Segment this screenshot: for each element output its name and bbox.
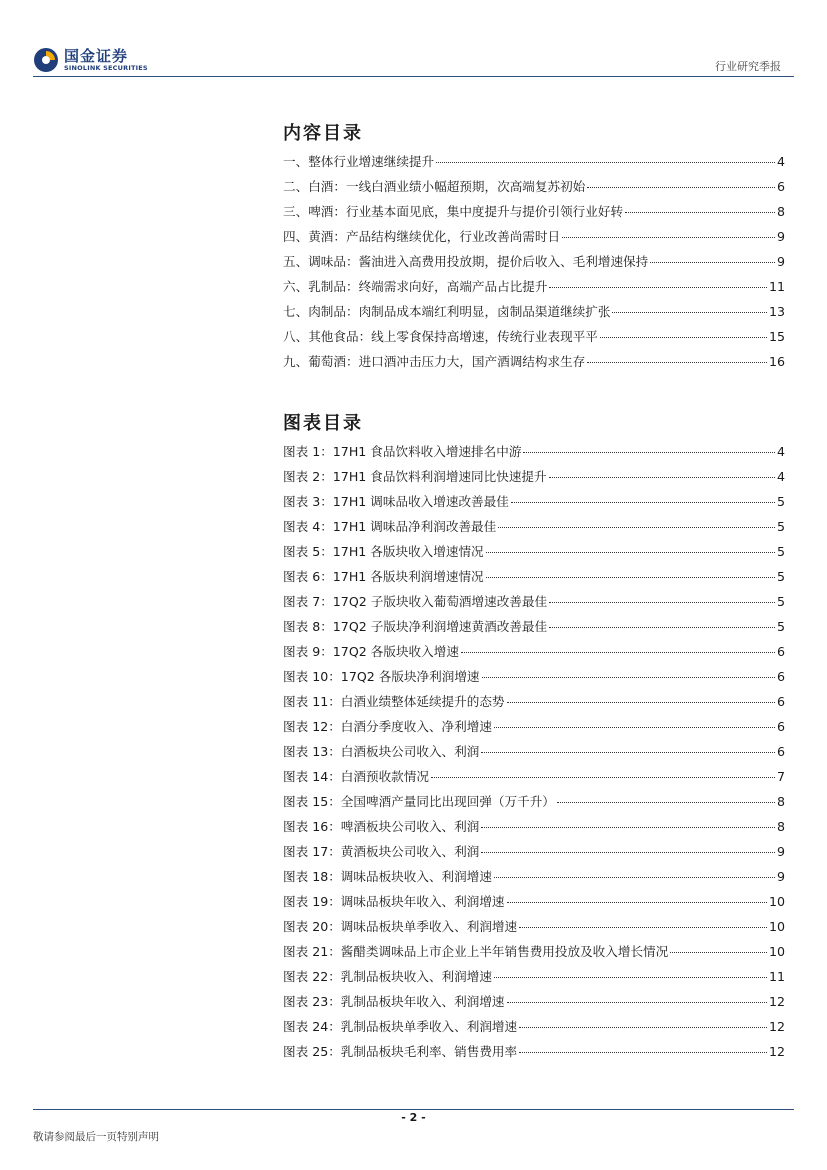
figure-entry[interactable] xyxy=(283,614,785,639)
figure-entry[interactable] xyxy=(283,564,785,589)
contents-entry[interactable] xyxy=(283,274,785,299)
entry-title: 图表 13：白酒板块公司收入、利润 xyxy=(283,744,480,759)
dot-leader xyxy=(498,527,775,528)
entry-title: 图表 11：白酒业绩整体延续提升的态势 xyxy=(283,694,505,709)
entry-page-number: 12 xyxy=(768,1044,785,1059)
entry-title: 三、啤酒：行业基本面见底，集中度提升与提价引领行业好转 xyxy=(283,204,624,219)
entry-title: 图表 15：全国啤酒产量同比出现回弹（万千升） xyxy=(283,794,555,809)
dot-leader xyxy=(519,927,767,928)
entry-title: 图表 21：酱醋类调味品上市企业上半年销售费用投放及收入增长情况 xyxy=(283,944,669,959)
dot-leader xyxy=(670,952,767,953)
dot-leader xyxy=(519,1027,767,1028)
dot-leader xyxy=(523,452,775,453)
figure-entry[interactable] xyxy=(283,914,785,939)
figure-entry[interactable] xyxy=(283,789,785,814)
entry-page-number: 7 xyxy=(776,769,785,784)
contents-entry[interactable] xyxy=(283,199,785,224)
figure-entry[interactable] xyxy=(283,1014,785,1039)
entry-title: 图表 19：调味品板块年收入、利润增速 xyxy=(283,894,505,909)
entry-title: 图表 10：17Q2 各版块净利润增速 xyxy=(283,669,480,684)
entry-title: 七、肉制品：肉制品成本端红利明显，卤制品渠道继续扩张 xyxy=(283,304,611,319)
entry-title: 图表 22：乳制品板块收入、利润增速 xyxy=(283,969,492,984)
contents-entry[interactable] xyxy=(283,224,785,249)
dot-leader xyxy=(507,702,775,703)
entry-title: 图表 6：17H1 各版块利润增速情况 xyxy=(283,569,484,584)
header-divider xyxy=(33,76,794,77)
dot-leader xyxy=(494,977,767,978)
dot-leader xyxy=(562,237,775,238)
figure-entry[interactable] xyxy=(283,489,785,514)
dot-leader xyxy=(650,262,775,263)
entry-title: 八、其他食品：线上零食保持高增速，传统行业表现平平 xyxy=(283,329,598,344)
dot-leader xyxy=(507,902,767,903)
figure-entry[interactable] xyxy=(283,764,785,789)
entry-page-number: 4 xyxy=(776,444,785,459)
entry-title: 六、乳制品：终端需求向好，高端产品占比提升 xyxy=(283,279,548,294)
contents-list xyxy=(283,149,785,374)
figure-entry[interactable] xyxy=(283,964,785,989)
dot-leader xyxy=(461,652,775,653)
figure-entry[interactable] xyxy=(283,864,785,889)
contents-title: 内容目录 xyxy=(283,123,363,144)
dot-leader xyxy=(482,677,775,678)
entry-page-number: 5 xyxy=(776,494,785,509)
figure-entry[interactable] xyxy=(283,939,785,964)
entry-title: 图表 3：17H1 调味品收入增速改善最佳 xyxy=(283,494,509,509)
entry-title: 图表 18：调味品板块收入、利润增速 xyxy=(283,869,492,884)
entry-page-number: 9 xyxy=(776,254,785,269)
entry-title: 图表 7：17Q2 子版块收入葡萄酒增速改善最佳 xyxy=(283,594,548,609)
figure-entry[interactable] xyxy=(283,589,785,614)
entry-title: 图表 24：乳制品板块单季收入、利润增速 xyxy=(283,1019,518,1034)
figure-entry[interactable] xyxy=(283,739,785,764)
figure-entry[interactable] xyxy=(283,989,785,1014)
entry-title: 图表 8：17Q2 子版块净利润增速黄酒改善最佳 xyxy=(283,619,548,634)
entry-page-number: 10 xyxy=(768,944,785,959)
dot-leader xyxy=(587,362,767,363)
dot-leader xyxy=(587,187,775,188)
entry-page-number: 4 xyxy=(776,469,785,484)
dot-leader xyxy=(625,212,775,213)
entry-title: 图表 12：白酒分季度收入、净利增速 xyxy=(283,719,492,734)
footer-disclaimer: 敬请参阅最后一页特别声明 xyxy=(33,1131,159,1143)
entry-title: 图表 23：乳制品板块年收入、利润增速 xyxy=(283,994,505,1009)
dot-leader xyxy=(549,627,775,628)
figure-entry[interactable] xyxy=(283,1039,785,1064)
entry-title: 图表 20：调味品板块单季收入、利润增速 xyxy=(283,919,518,934)
dot-leader xyxy=(549,477,775,478)
dot-leader xyxy=(519,1052,767,1053)
entry-page-number: 4 xyxy=(776,154,785,169)
entry-page-number: 6 xyxy=(776,719,785,734)
entry-page-number: 6 xyxy=(776,179,785,194)
dot-leader xyxy=(431,777,775,778)
company-logo xyxy=(33,47,148,73)
entry-page-number: 5 xyxy=(776,594,785,609)
dot-leader xyxy=(486,577,775,578)
dot-leader xyxy=(436,162,775,163)
footer-divider xyxy=(33,1109,794,1110)
contents-entry[interactable] xyxy=(283,174,785,199)
figure-entry[interactable] xyxy=(283,514,785,539)
entry-page-number: 12 xyxy=(768,1019,785,1034)
dot-leader xyxy=(494,877,775,878)
entry-page-number: 6 xyxy=(776,669,785,684)
figure-entry[interactable] xyxy=(283,539,785,564)
entry-page-number: 6 xyxy=(776,694,785,709)
entry-title: 图表 5：17H1 各版块收入增速情况 xyxy=(283,544,484,559)
entry-page-number: 11 xyxy=(768,279,785,294)
entry-title: 二、白酒：一线白酒业绩小幅超预期，次高端复苏初始 xyxy=(283,179,586,194)
entry-page-number: 8 xyxy=(776,819,785,834)
contents-entry[interactable] xyxy=(283,324,785,349)
figure-entry[interactable] xyxy=(283,814,785,839)
entry-page-number: 5 xyxy=(776,519,785,534)
figure-entry[interactable] xyxy=(283,439,785,464)
entry-page-number: 5 xyxy=(776,619,785,634)
figure-entry[interactable] xyxy=(283,689,785,714)
entry-title: 图表 1：17H1 食品饮料收入增速排名中游 xyxy=(283,444,522,459)
entry-title: 图表 2：17H1 食品饮料利润增速同比快速提升 xyxy=(283,469,547,484)
entry-page-number: 9 xyxy=(776,229,785,244)
contents-entry[interactable] xyxy=(283,299,785,324)
entry-title: 图表 25：乳制品板块毛利率、销售费用率 xyxy=(283,1044,518,1059)
entry-page-number: 5 xyxy=(776,569,785,584)
dot-leader xyxy=(481,827,775,828)
figures-list xyxy=(283,439,785,1064)
page-number: - 2 - xyxy=(401,1111,426,1124)
entry-page-number: 6 xyxy=(776,744,785,759)
entry-page-number: 12 xyxy=(768,994,785,1009)
entry-title: 九、葡萄酒：进口酒冲击压力大，国产酒调结构求生存 xyxy=(283,354,586,369)
entry-title: 图表 4：17H1 调味品净利润改善最佳 xyxy=(283,519,497,534)
figure-entry[interactable] xyxy=(283,889,785,914)
entry-title: 图表 9：17Q2 各版块收入增速 xyxy=(283,644,459,659)
entry-title: 图表 16：啤酒板块公司收入、利润 xyxy=(283,819,480,834)
dot-leader xyxy=(507,1002,767,1003)
entry-title: 四、黄酒：产品结构继续优化，行业改善尚需时日 xyxy=(283,229,561,244)
entry-page-number: 8 xyxy=(776,794,785,809)
dot-leader xyxy=(511,502,775,503)
dot-leader xyxy=(481,752,775,753)
figure-entry[interactable] xyxy=(283,664,785,689)
entry-page-number: 9 xyxy=(776,844,785,859)
entry-page-number: 10 xyxy=(768,894,785,909)
contents-entry[interactable] xyxy=(283,249,785,274)
sinolink-logo-icon xyxy=(33,47,59,73)
logo-chinese-name: 国金证券 xyxy=(64,47,129,65)
dot-leader xyxy=(600,337,767,338)
entry-page-number: 11 xyxy=(768,969,785,984)
dot-leader xyxy=(612,312,767,313)
contents-entry[interactable] xyxy=(283,349,785,374)
figure-entry[interactable] xyxy=(283,639,785,664)
logo-english-name: SINOLINK SECURITIES xyxy=(64,64,148,72)
dot-leader xyxy=(494,727,775,728)
dot-leader xyxy=(557,802,775,803)
dot-leader xyxy=(486,552,775,553)
entry-page-number: 13 xyxy=(768,304,785,319)
figures-title: 图表目录 xyxy=(283,413,363,434)
report-type: 行业研究季报 xyxy=(715,60,781,73)
entry-page-number: 5 xyxy=(776,544,785,559)
entry-page-number: 8 xyxy=(776,204,785,219)
entry-page-number: 16 xyxy=(768,354,785,369)
dot-leader xyxy=(549,602,775,603)
dot-leader xyxy=(549,287,767,288)
figure-entry[interactable] xyxy=(283,714,785,739)
entry-title: 一、整体行业增速继续提升 xyxy=(283,154,435,169)
figure-entry[interactable] xyxy=(283,464,785,489)
entry-title: 五、调味品：酱油进入高费用投放期，提价后收入、毛利增速保持 xyxy=(283,254,649,269)
entry-title: 图表 17：黄酒板块公司收入、利润 xyxy=(283,844,480,859)
entry-page-number: 9 xyxy=(776,869,785,884)
figure-entry[interactable] xyxy=(283,839,785,864)
contents-entry[interactable] xyxy=(283,149,785,174)
entry-title: 图表 14：白酒预收款情况 xyxy=(283,769,429,784)
entry-page-number: 6 xyxy=(776,644,785,659)
entry-page-number: 10 xyxy=(768,919,785,934)
entry-page-number: 15 xyxy=(768,329,785,344)
dot-leader xyxy=(481,852,775,853)
